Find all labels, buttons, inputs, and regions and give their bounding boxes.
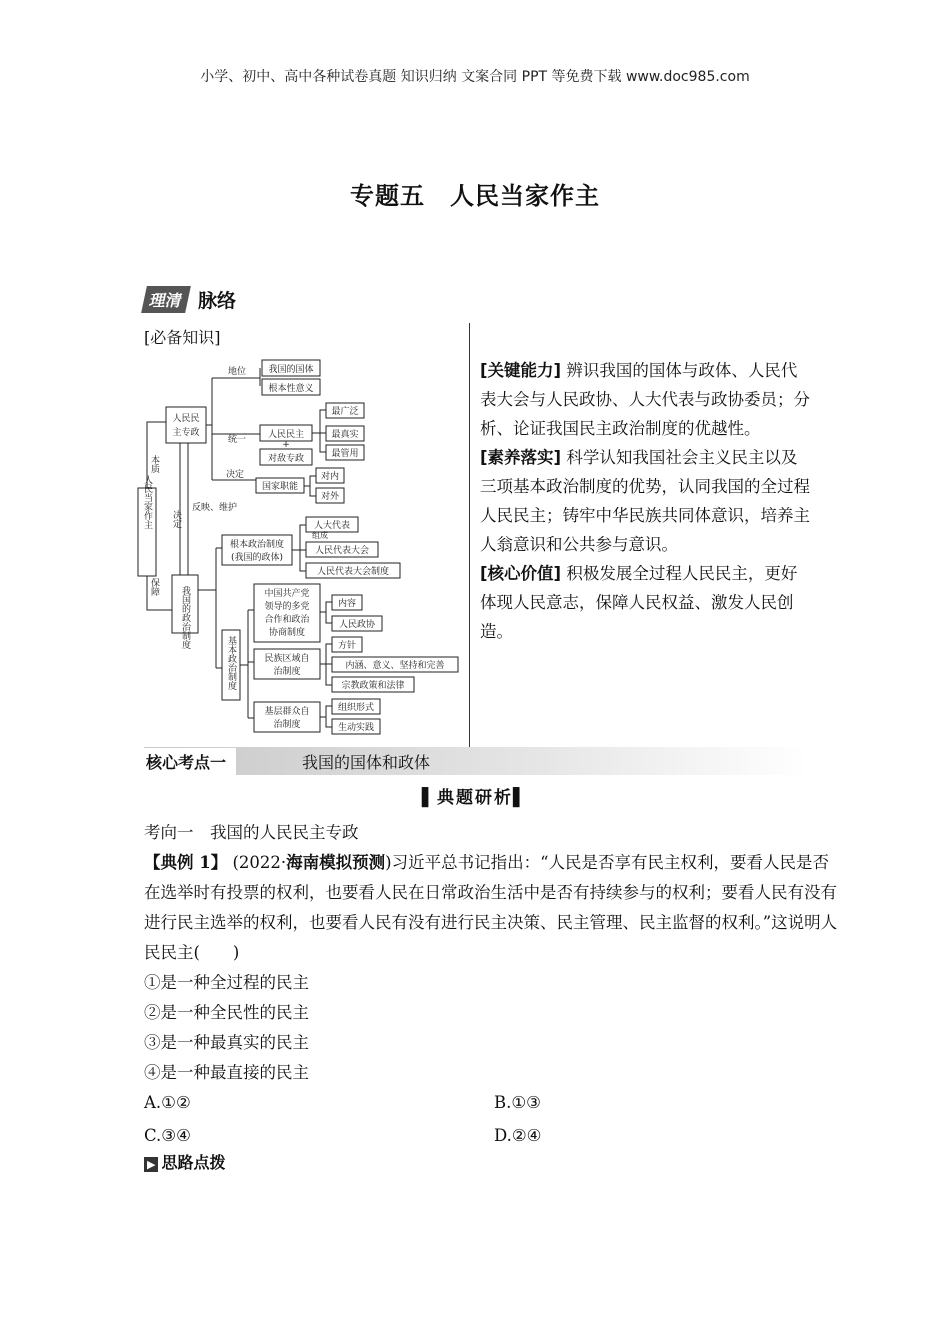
core-value	[480, 559, 810, 646]
heading-mark-right: ▌	[513, 788, 529, 808]
duodang-label-3: 合作和政治	[264, 615, 310, 625]
key-ability-tag: [关键能力]	[480, 361, 562, 380]
statement-4: ④是一种最直接的民主	[144, 1063, 309, 1082]
page-header: 小学、初中、高中各种试卷真题 知识归纳 文案合同 PPT 等免费下载 www.doc985.com	[200, 69, 750, 85]
heading-mark-left: ▌	[421, 788, 437, 808]
statement-3: ③是一种最真实的民主	[144, 1033, 309, 1052]
option-d[interactable]: D.②④	[494, 1126, 542, 1145]
shengdong-label: 生动实践	[337, 723, 375, 733]
duidi-label: 对敌专政	[267, 454, 305, 464]
option-a[interactable]: A.①②	[144, 1093, 191, 1112]
option-c[interactable]: C.③④	[144, 1126, 191, 1145]
zhengti-label: (我国的政体)	[230, 553, 284, 563]
rendazhidu-label: 人民代表大会制度	[316, 567, 390, 577]
example-tag: 【典例 1】	[144, 853, 228, 872]
rendadaibiaodahui-label: 人民代表大会	[314, 546, 370, 556]
example-question	[144, 818, 844, 1151]
competency-panel	[480, 356, 810, 646]
plus-label: +	[282, 440, 290, 450]
rendadaibiao-label: 人大代表	[313, 521, 351, 531]
jueding-label: 决定	[171, 510, 181, 528]
jibenzhengzhi-label: 基本政治制度	[226, 636, 236, 690]
option-b[interactable]: B.①③	[494, 1093, 541, 1112]
tongyi-label: 统一	[228, 435, 247, 445]
statement-2: ②是一种全民性的民主	[144, 1003, 309, 1022]
literacy-tag: [素养落实]	[480, 448, 562, 467]
baozhang-label: 保障	[149, 578, 159, 596]
duodang-label-2: 领导的多党	[264, 602, 310, 612]
hint-heading	[144, 1150, 225, 1173]
question-stem	[144, 848, 844, 968]
zhuanzheng-label-2: 主专政	[172, 428, 200, 438]
stem-text: 习近平总书记指出：“人民是否享有民主权利，要看人民是否在选举时有投票的权利，也要看人民在日常政治生活中是否有持续参与的权利；要看人民有没有进行民主选举的权利，也要看人民有没有进行民主决策、民主管理、民主监督的权利。”这说明人民民主( )	[144, 853, 838, 962]
section-banner	[144, 285, 236, 313]
zhuanzheng-label-1: 人民民	[172, 414, 200, 424]
fanying-label: 反映、维护	[192, 503, 238, 513]
key-ability-text: 辨识我国的国体与政体、人民代表大会与人民政协、人大代表与政协委员；分析、论证我国民主政治制度的优越性。	[480, 361, 810, 438]
play-icon: ▶	[144, 1157, 158, 1172]
literacy	[480, 443, 810, 559]
zhidu-label: 我国的政治制度	[180, 586, 190, 649]
duodang-label-4: 协商制度	[268, 628, 306, 638]
jueding2-label: 决定	[226, 470, 245, 480]
neirong-label: 内容	[337, 599, 357, 609]
core-value-tag: [核心价值]	[480, 564, 562, 583]
duodang-label-1: 中国共产党	[264, 589, 310, 599]
key-ability	[480, 356, 810, 443]
core-value-text: 积极发展全过程人民民主，更好体现人民意志，保障人民权益、激发人民创造。	[480, 564, 798, 641]
example-analysis-label: 典题研析	[437, 788, 513, 808]
benzhi-label: 本质	[149, 455, 159, 473]
renminminzhu-label: 人民民主	[267, 430, 305, 440]
key-point-label: 核心考点一	[144, 748, 236, 775]
minzu-label-1: 民族区域自	[264, 654, 310, 664]
banner-label-1: 理清	[141, 286, 191, 313]
fangzhen-label: 方针	[337, 641, 357, 651]
zuiguangfan-label: 最广泛	[331, 407, 359, 417]
column-divider	[469, 323, 470, 747]
hint-label: 思路点拨	[161, 1153, 226, 1172]
options-row-2	[144, 1121, 844, 1151]
genbenzhengzhi-label: 根本政治制度	[229, 540, 285, 550]
zucheng-label: 组成	[312, 531, 328, 540]
source-name: 海南模拟预测	[286, 853, 386, 872]
zuizhenshi-label: 最真实	[331, 430, 359, 440]
duiwai-label: 对外	[320, 492, 340, 502]
example-analysis-heading	[0, 783, 950, 808]
banner-label-2: 脉络	[198, 289, 237, 312]
guoti-label: 我国的国体	[268, 365, 314, 375]
key-point-title: 我国的国体和政体	[302, 753, 431, 772]
minzu-label-2: 治制度	[273, 667, 301, 677]
required-knowledge-label: [必备知识]	[144, 328, 221, 347]
duinei-label: 对内	[320, 472, 340, 482]
zuiguanyong-label: 最管用	[331, 449, 359, 459]
zongjiao-label: 宗教政策和法律	[341, 681, 405, 691]
guojiazhineng-label: 国家职能	[261, 482, 299, 492]
zhengxie-label: 人民政协	[338, 620, 376, 630]
source-pre: (2022·	[227, 853, 287, 872]
zuzhi-label: 组织形式	[337, 703, 375, 713]
root-label: 人民当家作主	[142, 475, 152, 529]
jiceng-label-1: 基层群众自	[264, 707, 310, 717]
direction-title: 考向一 我国的人民民主专政	[144, 823, 359, 842]
neihan-label: 内涵、意义、坚持和完善	[345, 661, 445, 671]
statement-1: ①是一种全过程的民主	[144, 973, 309, 992]
diwei-label: 地位	[228, 367, 247, 377]
key-point-bar	[144, 747, 808, 775]
jiceng-label-2: 治制度	[273, 720, 301, 730]
source-post: )	[385, 853, 392, 872]
literacy-text: 科学认知我国社会主义民主以及三项基本政治制度的优势，认同我国的全过程人民民主；铸牢中华民族共同体意识，培养主人翁意识和公共参与意识。	[480, 448, 810, 554]
page-title: 专题五 人民当家作主	[350, 182, 600, 210]
options-row-1	[144, 1088, 844, 1118]
knowledge-diagram	[136, 350, 466, 742]
genbenxing-label: 根本性意义	[268, 384, 314, 394]
